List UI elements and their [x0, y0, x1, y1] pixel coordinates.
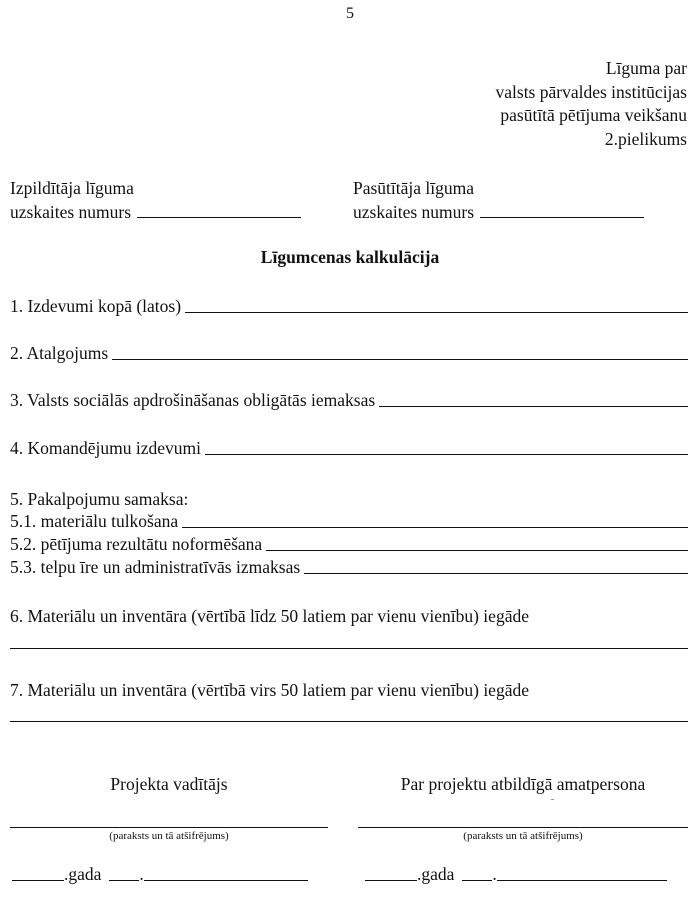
item-1-field[interactable]: [185, 311, 688, 313]
right-date-label: .gada: [417, 864, 455, 884]
right-date-month-field[interactable]: [497, 879, 667, 881]
left-date-month-field[interactable]: [144, 879, 308, 881]
item-3-row: [10, 392, 688, 410]
item-5-1-field[interactable]: [182, 526, 688, 528]
item-5-3-field[interactable]: [304, 572, 688, 574]
right-date-year-field[interactable]: [365, 879, 417, 881]
document-title: Līgumcenas kalkulācija: [260, 247, 440, 267]
customer-number-field[interactable]: [480, 200, 644, 218]
item-5-3-row: [10, 559, 688, 577]
executor-registration: [10, 176, 301, 224]
item-2-row: [10, 345, 688, 363]
item-3-label: 3. Valsts sociālās apdrošināšanas obligātās iemaksas: [10, 390, 376, 410]
item-4-row: [10, 440, 688, 458]
left-signatory-title: Projekta vadītājs: [110, 774, 228, 794]
item-2-label: 2. Atalgojums: [10, 343, 109, 363]
item-5-label: 5. Pakalpojumu samaksa:: [10, 489, 189, 509]
annex-header-line-4: 2.pielikums: [604, 128, 687, 149]
right-date-day-field[interactable]: [462, 879, 492, 881]
item-5-1-row: [10, 513, 688, 531]
item-4-field[interactable]: [205, 453, 688, 455]
left-date-dot: .: [139, 864, 144, 884]
left-signature-line[interactable]: [10, 827, 328, 828]
item-7-field[interactable]: [10, 721, 688, 722]
customer-registration: [353, 176, 644, 224]
annex-header-line-2: valsts pārvaldes institūcijas: [495, 81, 687, 102]
item-6-field[interactable]: [10, 648, 688, 649]
item-2-field[interactable]: [112, 358, 688, 360]
item-5-2-label: 5.2. pētījuma rezultātu noformēšana: [10, 534, 263, 554]
left-date-label: .gada: [64, 864, 102, 884]
item-4-label: 4. Komandējumu izdevumi: [10, 438, 202, 458]
item-5-2-row: [10, 536, 688, 554]
item-5-1-label: 5.1. materiālu tulkošana: [10, 511, 179, 531]
item-1-label: 1. Izdevumi kopā (latos): [10, 296, 182, 316]
annex-header: [496, 57, 688, 151]
right-signature-caption: (paraksts un tā atšifrējums): [463, 830, 583, 842]
annex-header-line-3: pasūtītā pētījuma veikšanu: [500, 105, 687, 125]
item-1-row: [10, 298, 688, 316]
right-signature-line[interactable]: [358, 827, 688, 828]
left-date-year-field[interactable]: [12, 879, 64, 881]
annex-header-line-1: Līguma par: [605, 58, 687, 78]
item-3-field[interactable]: [379, 405, 688, 407]
scan-speck: [551, 799, 554, 800]
executor-registration-label-2: uzskaites numurs: [10, 202, 132, 222]
right-date-row: [365, 866, 667, 884]
customer-registration-label-1: Pasūtītāja līguma: [353, 178, 475, 198]
page-number: 5: [346, 5, 354, 22]
left-date-row: [12, 866, 308, 884]
executor-number-field[interactable]: [137, 200, 301, 218]
executor-registration-label-1: Izpildītāja līguma: [10, 178, 134, 198]
item-6-label: 6. Materiālu un inventāra (vērtībā līdz 50 latiem par vienu vienību) iegāde: [10, 606, 529, 626]
right-date-dot: .: [492, 864, 497, 884]
left-signature-caption: (paraksts un tā atšifrējums): [109, 830, 229, 842]
left-date-day-field[interactable]: [109, 879, 139, 881]
item-5-2-field[interactable]: [266, 549, 688, 551]
customer-registration-label-2: uzskaites numurs: [353, 202, 475, 222]
item-7-label: 7. Materiālu un inventāra (vērtībā virs 50 latiem par vienu vienību) iegāde: [10, 680, 529, 700]
item-5-3-label: 5.3. telpu īre un administratīvās izmaksas: [10, 557, 301, 577]
right-signatory-title: Par projektu atbildīgā amatpersona: [400, 774, 646, 794]
